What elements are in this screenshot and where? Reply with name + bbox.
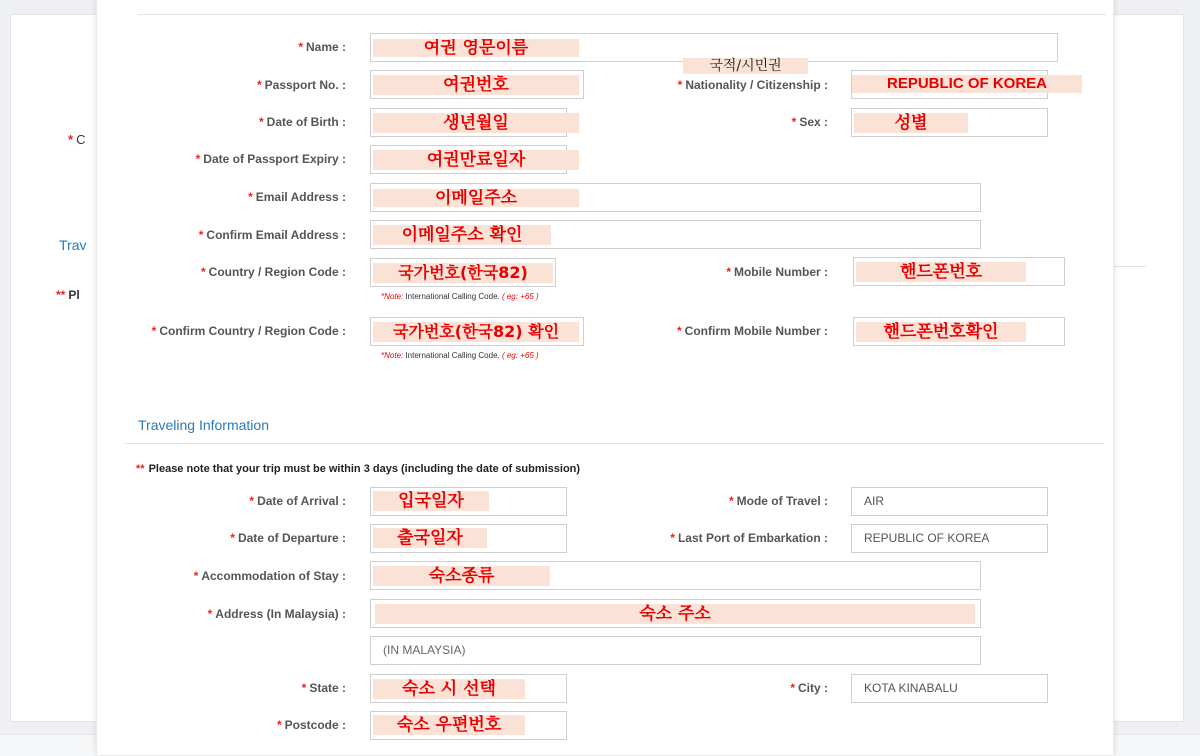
sex-label: * Sex : [791, 115, 828, 129]
passport-annotation: 여권번호 [373, 75, 579, 95]
address-annotation: 숙소 주소 [375, 604, 975, 624]
trip-notice: ** Please note that your trip must be within 3 days (including the date of submission) [136, 463, 581, 475]
address-line1-input[interactable] [370, 599, 981, 628]
modal-top-divider [138, 14, 1106, 15]
accommodation-annotation: 숙소종류 [373, 566, 550, 586]
confirm-country-code-note: *Note: International Calling Code. ( eg: +65 ) [381, 351, 539, 360]
email-input[interactable] [370, 183, 981, 212]
mobile-input[interactable] [853, 257, 1065, 286]
confirm-country-code-annotation: 국가번호(한국82) 확인 [373, 322, 579, 342]
last-port-value: REPUBLIC OF KOREA [864, 531, 990, 545]
postcode-label: * Postcode : [276, 718, 346, 732]
passport-input[interactable] [370, 70, 584, 99]
dob-input[interactable] [370, 108, 567, 137]
last-port-label: * Last Port of Embarkation : [670, 531, 828, 545]
state-label: * State : [301, 681, 346, 695]
postcode-input[interactable] [370, 711, 567, 740]
confirm-country-code-input[interactable] [370, 317, 584, 346]
nationality-caption: 국적/시민권 [683, 58, 808, 74]
background-section-title: Trav [59, 237, 87, 253]
state-select[interactable] [370, 674, 567, 703]
email-label: * Email Address : [248, 190, 346, 204]
arrival-annotation: 입국일자 [373, 491, 489, 511]
confirm-mobile-annotation: 핸드폰번호확인 [856, 322, 1026, 342]
nationality-label: * Nationality / Citizenship : [677, 78, 828, 92]
sex-select[interactable] [851, 108, 1048, 137]
passport-expiry-annotation: 여권만료일자 [373, 150, 579, 170]
nationality-annotation: REPUBLIC OF KOREA [852, 75, 1082, 93]
dob-annotation: 생년월일 [373, 113, 579, 133]
accommodation-select[interactable] [370, 561, 981, 590]
last-port-select[interactable] [851, 524, 1048, 553]
address-line2-placeholder: (IN MALAYSIA) [383, 643, 466, 657]
background-notice: ** Pl [56, 288, 80, 302]
confirm-mobile-input[interactable] [853, 317, 1065, 346]
city-value: KOTA KINABALU [864, 681, 958, 695]
traveling-information-title: Traveling Information [138, 417, 269, 433]
country-code-note: *Note: International Calling Code. ( eg: +65 ) [381, 292, 539, 301]
city-label: * City : [790, 681, 828, 695]
passport-expiry-input[interactable] [370, 145, 567, 174]
departure-date-input[interactable] [370, 524, 567, 553]
confirm-email-label: * Confirm Email Address : [198, 228, 346, 242]
address-label: * Address (In Malaysia) : [207, 607, 346, 621]
departure-annotation: 출국일자 [373, 528, 487, 548]
mobile-annotation: 핸드폰번호 [856, 262, 1026, 282]
mobile-label: * Mobile Number : [726, 265, 828, 279]
confirm-email-annotation: 이메일주소 확인 [373, 225, 551, 245]
name-annotation: 여권 영문이름 [373, 39, 579, 57]
accommodation-label: * Accommodation of Stay : [193, 569, 346, 583]
confirm-mobile-label: * Confirm Mobile Number : [676, 324, 828, 338]
arrival-date-input[interactable] [370, 487, 567, 516]
departure-label: * Date of Departure : [230, 531, 346, 545]
country-code-input[interactable] [370, 258, 556, 287]
email-annotation: 이메일주소 [373, 189, 579, 207]
mode-of-travel-value: AIR [864, 494, 885, 508]
country-code-annotation: 국가번호(한국82) [373, 263, 553, 283]
sex-annotation: 성별 [854, 113, 968, 133]
arrival-label: * Date of Arrival : [249, 494, 346, 508]
nationality-select[interactable] [851, 70, 1048, 99]
confirm-email-input[interactable] [370, 220, 981, 249]
passport-expiry-label: * Date of Passport Expiry : [195, 152, 346, 166]
dob-label: * Date of Birth : [258, 115, 346, 129]
state-annotation: 숙소 시 선택 [373, 679, 525, 699]
address-line2-input[interactable] [370, 636, 981, 665]
postcode-annotation: 숙소 우편번호 [373, 715, 525, 735]
country-code-label: * Country / Region Code : [201, 265, 346, 279]
background-required-label: * C [68, 132, 86, 147]
mode-of-travel-select[interactable] [851, 487, 1048, 516]
name-label: * Name : [298, 40, 346, 54]
mode-of-travel-label: * Mode of Travel : [728, 494, 828, 508]
city-select[interactable] [851, 674, 1048, 703]
section-divider [124, 443, 1104, 444]
confirm-country-code-label: * Confirm Country / Region Code : [151, 324, 346, 338]
passport-label: * Passport No. : [256, 78, 346, 92]
